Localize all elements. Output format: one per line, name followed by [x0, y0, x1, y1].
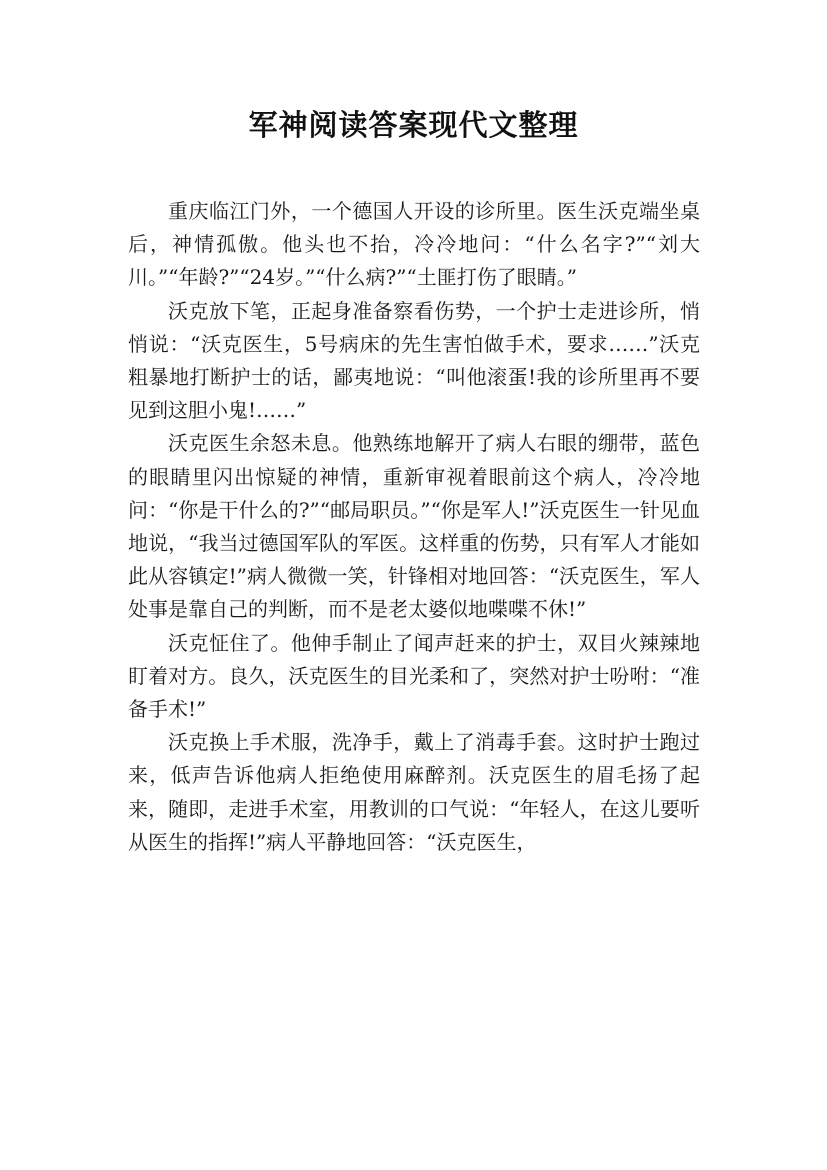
document-title: 军神阅读答案现代文整理: [248, 108, 579, 142]
paragraph-4: 沃克怔住了。他伸手制止了闻声赶来的护士，双目火辣辣地盯着对方。良久，沃克医生的目光柔和了，突然对护士吩咐：“准备手术!”: [128, 630, 700, 722]
paragraph-3: 沃克医生余怒未息。他熟练地解开了病人右眼的绷带，蓝色的眼睛里闪出惊疑的神情，重新审视着眼前这个病人，冷冷地问：“你是干什么的?”“邮局职员。”“你是军人!”沃克医生一针见血地说，“我当过德国军队的军医。这样重的伤势，只有军人才能如此从容镇定!”病人微微一笑，针锋相对地回答：“沃克医生，军人处事是靠自己的判断，而不是老太婆似地喋喋不休!”: [128, 431, 700, 622]
paragraph-2: 沃克放下笔，正起身准备察看伤势，一个护士走进诊所，悄悄说：“沃克医生，5号病床的先生害怕做手术，要求……”沃克粗暴地打断护士的话，鄙夷地说：“叫他滚蛋!我的诊所里再不要见到这胆小鬼!……”: [128, 298, 700, 423]
paragraph-5: 沃克换上手术服，洗净手，戴上了消毒手套。这时护士跑过来，低声告诉他病人拒绝使用麻醉剂。沃克医生的眉毛扬了起来，随即，走进手术室，用教训的口气说：“年轻人，在这儿要听从医生的指挥!”病人平静地回答：“沃克医生，: [128, 730, 700, 854]
document-body: [128, 195, 700, 859]
paragraph-1: 重庆临江门外，一个德国人开设的诊所里。医生沃克端坐桌后，神情孤傲。他头也不抬，冷冷地问：“什么名字?”“刘大川。”“年龄?”“24岁。”“什么病?”“土匪打伤了眼睛。”: [128, 199, 700, 290]
